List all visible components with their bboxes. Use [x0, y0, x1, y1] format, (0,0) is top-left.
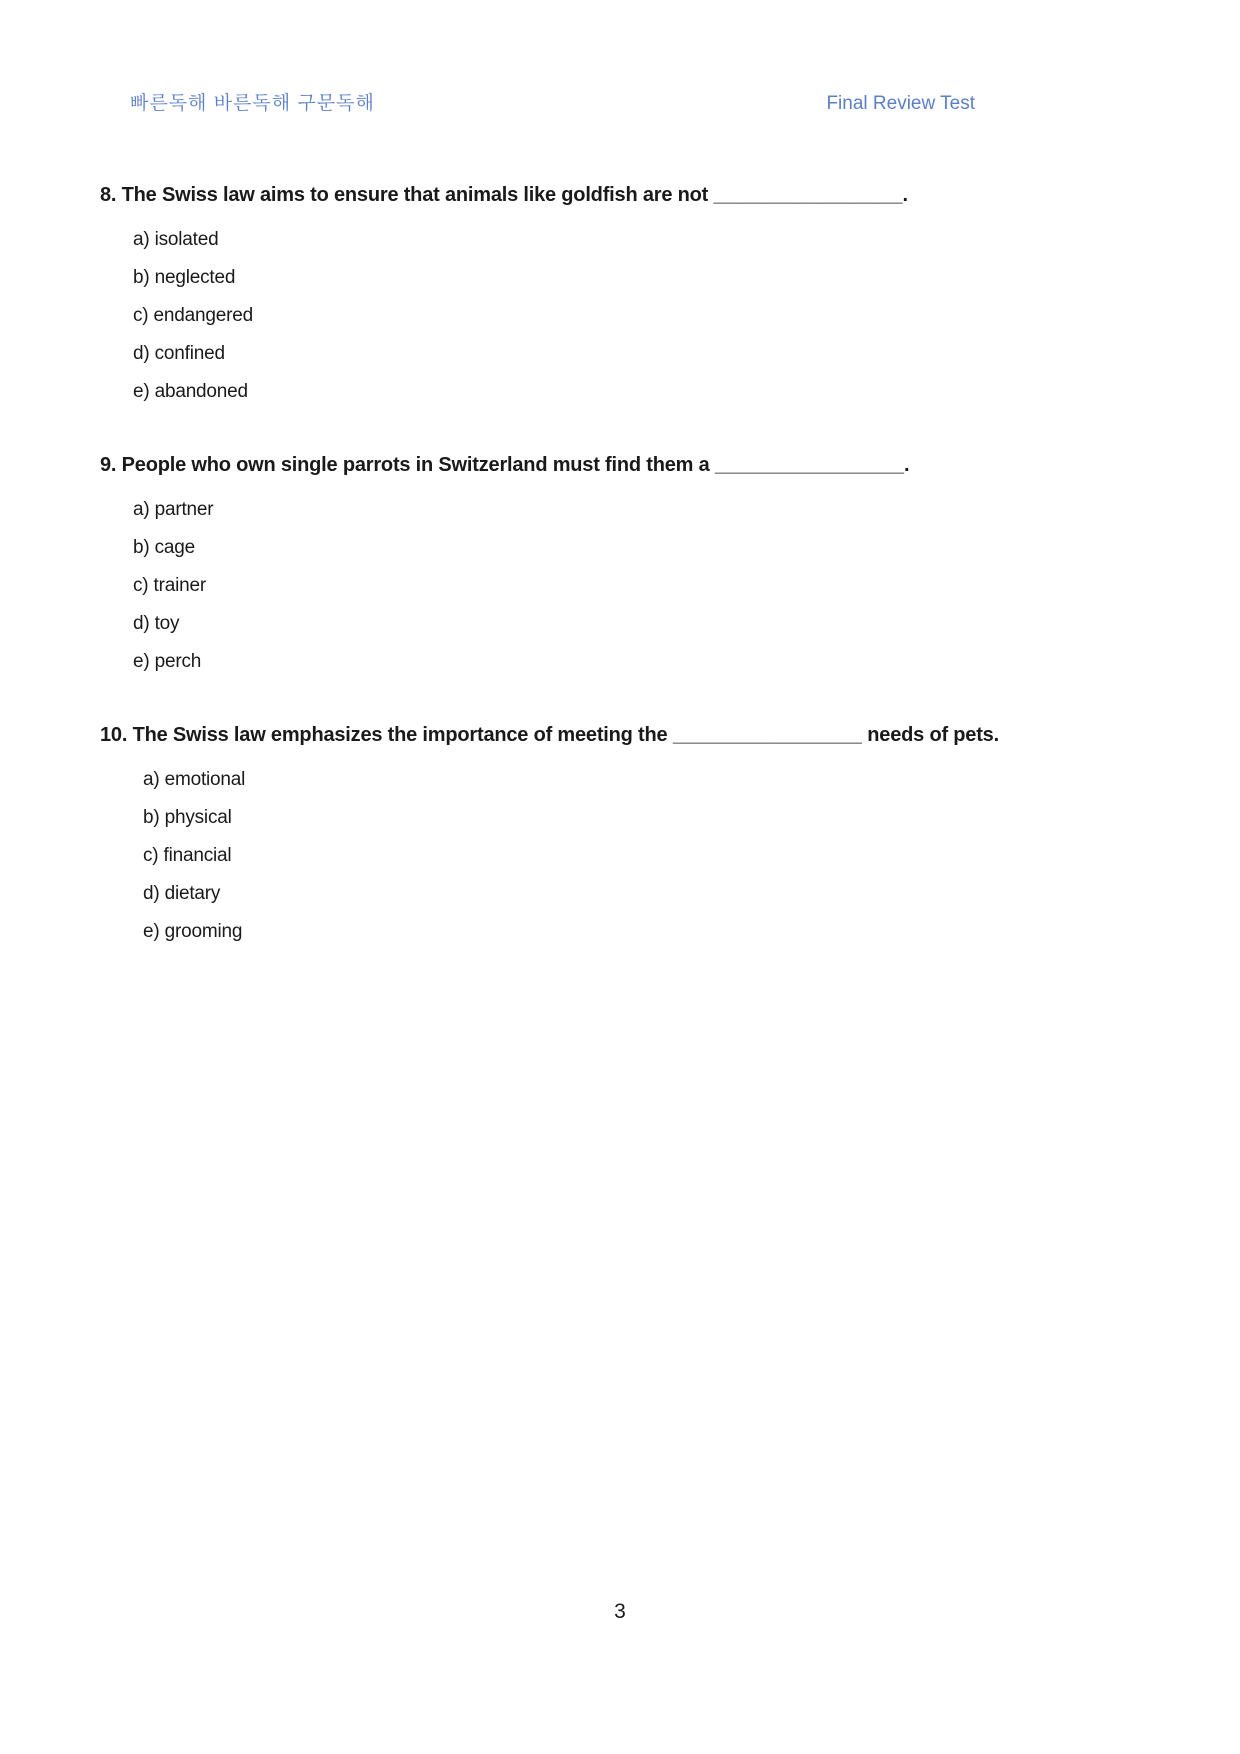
question-number: 10.	[100, 724, 128, 746]
option-row	[143, 837, 1150, 875]
question-10	[100, 723, 1150, 951]
options-list	[133, 491, 1150, 681]
option-letter: a)	[143, 769, 160, 790]
option-text: confined	[154, 343, 225, 364]
option-text: dietary	[164, 883, 221, 904]
question-text: The Swiss law aims to ensure that animals like goldfish are not	[121, 184, 709, 206]
option-row	[133, 567, 1150, 605]
question-line	[100, 723, 1150, 747]
option-row	[143, 875, 1150, 913]
option-letter: c)	[133, 575, 149, 596]
page-number: 3	[614, 1600, 626, 1623]
option-text: neglected	[154, 267, 236, 288]
option-text: isolated	[154, 229, 219, 250]
option-text: grooming	[164, 921, 243, 942]
option-letter: d)	[133, 343, 150, 364]
option-letter: d)	[143, 883, 160, 904]
option-text: financial	[163, 845, 232, 866]
option-letter: c)	[143, 845, 159, 866]
option-row	[143, 913, 1150, 951]
question-text: The Swiss law emphasizes the importance of meeting the	[132, 724, 668, 746]
question-9	[100, 453, 1150, 681]
option-letter: e)	[133, 381, 150, 402]
option-row	[143, 761, 1150, 799]
answer-blank: _________________	[714, 454, 904, 476]
question-suffix: .	[903, 454, 910, 476]
option-letter: a)	[133, 229, 150, 250]
option-letter: e)	[133, 651, 150, 672]
option-text: partner	[154, 499, 214, 520]
option-text: emotional	[164, 769, 246, 790]
option-letter: b)	[133, 537, 150, 558]
question-suffix: .	[902, 184, 908, 206]
option-letter: a)	[133, 499, 150, 520]
option-row	[133, 335, 1150, 373]
option-letter: b)	[143, 807, 160, 828]
option-row	[133, 297, 1150, 335]
page-header	[0, 0, 1240, 115]
header-right-title: Final Review Test	[826, 93, 975, 114]
option-text: cage	[154, 537, 195, 558]
option-text: trainer	[153, 575, 206, 596]
option-letter: c)	[133, 305, 149, 326]
question-8	[100, 183, 1150, 411]
option-row	[133, 643, 1150, 681]
option-row	[133, 221, 1150, 259]
questions-section	[100, 183, 1240, 951]
question-suffix: needs of pets.	[861, 724, 999, 746]
options-list	[143, 761, 1150, 951]
option-row	[143, 799, 1150, 837]
question-number: 8.	[100, 184, 117, 206]
header-left-title: 빠른독해 바른독해 구문독해	[130, 93, 375, 114]
option-text: abandoned	[154, 381, 248, 402]
option-text: endangered	[153, 305, 253, 326]
option-text: toy	[154, 613, 180, 634]
option-text: perch	[154, 651, 202, 672]
option-row	[133, 373, 1150, 411]
option-letter: b)	[133, 267, 150, 288]
option-row	[133, 491, 1150, 529]
option-row	[133, 605, 1150, 643]
question-line	[100, 453, 1150, 477]
answer-blank: _________________	[713, 184, 903, 206]
options-list	[133, 221, 1150, 411]
option-row	[133, 259, 1150, 297]
option-row	[133, 529, 1150, 567]
question-text: People who own single parrots in Switzerland must find them a	[121, 454, 710, 476]
question-number: 9.	[100, 454, 117, 476]
option-letter: d)	[133, 613, 150, 634]
answer-blank: _________________	[672, 724, 862, 746]
option-text: physical	[164, 807, 232, 828]
question-line	[100, 183, 1150, 207]
option-letter: e)	[143, 921, 160, 942]
